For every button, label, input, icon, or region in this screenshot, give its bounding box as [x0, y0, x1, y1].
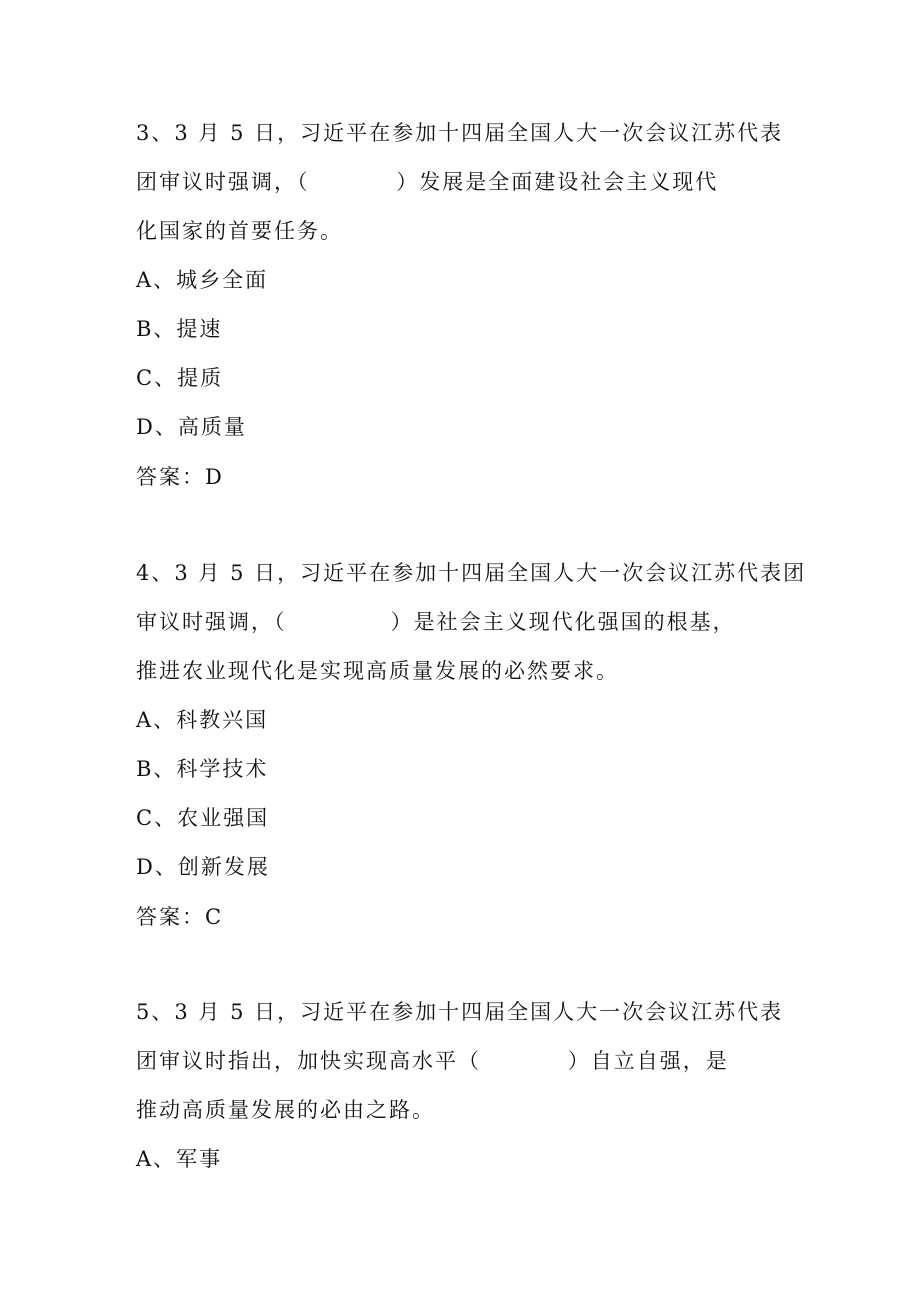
question-4-option-a: A、科教兴国	[136, 708, 269, 732]
question-3-stem-line-3: 化国家的首要任务。	[136, 219, 343, 243]
question-5-stem-line-2: 团审议时指出，加快实现高水平（ ）自立自强，是	[136, 1049, 729, 1073]
question-5-stem-line-3: 推动高质量发展的必由之路。	[136, 1098, 435, 1122]
question-3-option-b: B、提速	[136, 317, 223, 341]
question-4-stem-line-3: 推进农业现代化是实现高质量发展的必然要求。	[136, 659, 619, 683]
question-4-answer: 答案：C	[136, 905, 224, 929]
question-4-option-d: D、创新发展	[136, 855, 270, 879]
question-3-option-c: C、提质	[136, 366, 224, 390]
question-3-option-d: D、高质量	[136, 415, 247, 439]
question-4-option-b: B、科学技术	[136, 757, 269, 781]
question-3-stem-line-1: 3、3 月 5 日，习近平在参加十四届全国人大一次会议江苏代表	[136, 121, 784, 145]
question-3-option-a: A、城乡全面	[136, 268, 269, 292]
question-4-stem-line-2: 审议时强调，（ ）是社会主义现代化强国的根基，	[136, 610, 736, 634]
question-3-stem-line-2: 团审议时强调，（ ）发展是全面建设社会主义现代	[136, 170, 719, 194]
question-5-option-a: A、军事	[136, 1147, 223, 1171]
question-3-answer: 答案：D	[136, 465, 224, 489]
question-5-stem-line-1: 5、3 月 5 日，习近平在参加十四届全国人大一次会议江苏代表	[136, 1000, 784, 1024]
question-4-stem-line-1: 4、3 月 5 日，习近平在参加十四届全国人大一次会议江苏代表团	[136, 561, 807, 585]
question-4-option-c: C、农业强国	[136, 806, 270, 830]
